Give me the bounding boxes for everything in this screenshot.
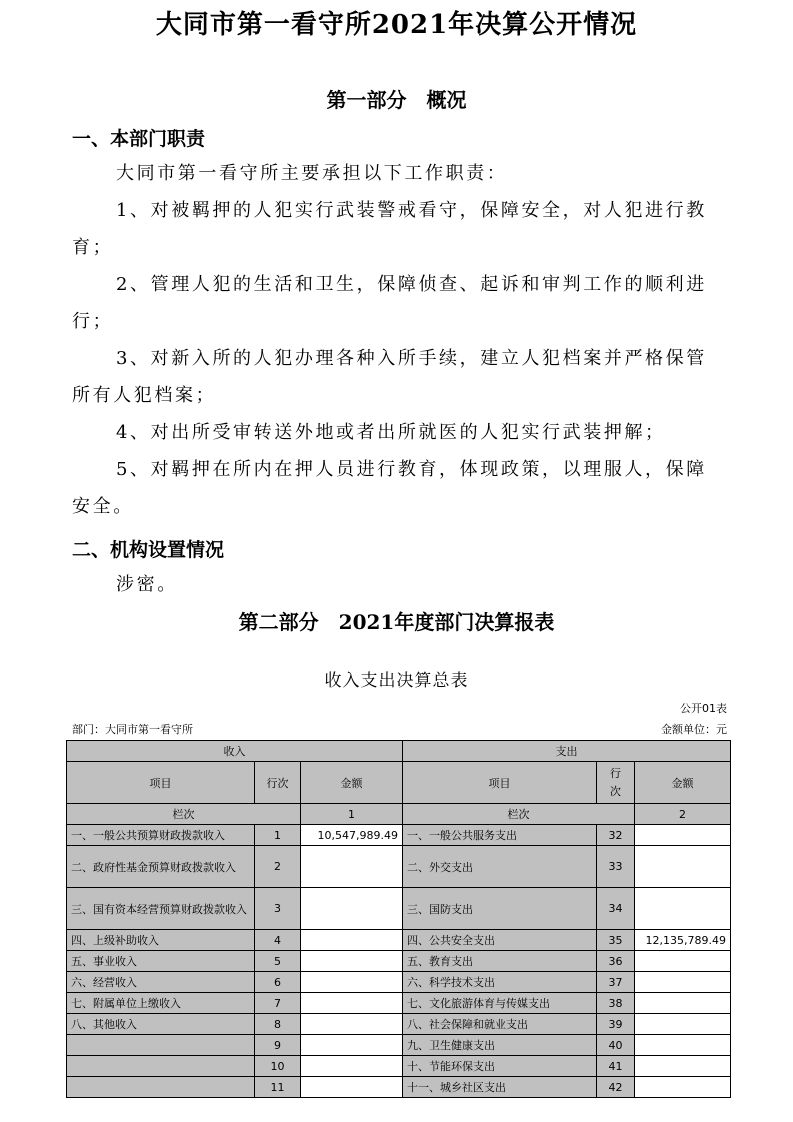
expense-line: 33 (597, 846, 635, 888)
income-amount (301, 846, 403, 888)
expense-amount (635, 993, 731, 1014)
expense-amount (635, 1035, 731, 1056)
table-code: 公开01表 (680, 702, 727, 715)
income-line: 5 (255, 951, 301, 972)
income-amount (301, 1014, 403, 1035)
income-line: 3 (255, 888, 301, 930)
section1-heading: 一、本部门职责 (72, 128, 206, 150)
income-line: 8 (255, 1014, 301, 1035)
income-line: 11 (255, 1077, 301, 1098)
table-row (67, 1014, 731, 1035)
income-amount: 10,547,989.49 (301, 825, 403, 846)
document-title: 大同市第一看守所2021年决算公开情况 (155, 10, 638, 40)
income-line: 4 (255, 930, 301, 951)
expense-line: 37 (597, 972, 635, 993)
income-amount (301, 972, 403, 993)
table-row (67, 1056, 731, 1077)
income-amount (301, 1056, 403, 1077)
income-amount (301, 1035, 403, 1056)
col-amount-expense: 金额 (635, 762, 731, 804)
duty-item-5: 5、对羁押在所内在押人员进行教育，体现政策，以理服人，保障安全。 (72, 459, 707, 517)
expense-line: 39 (597, 1014, 635, 1035)
duty-intro: 大同市第一看守所主要承担以下工作职责： (116, 163, 508, 184)
table-row (67, 993, 731, 1014)
income-group-header: 收入 (67, 741, 403, 762)
income-amount (301, 993, 403, 1014)
duty-item-1: 1、对被羁押的人犯实行武装警戒看守，保障安全，对人犯进行教育； (72, 200, 707, 258)
income-item: 三、国有资本经营预算财政拨款收入 (67, 888, 255, 930)
expense-line: 40 (597, 1035, 635, 1056)
expense-line: 38 (597, 993, 635, 1014)
income-item: 一、一般公共预算财政拨款收入 (67, 825, 255, 846)
expense-amount (635, 1056, 731, 1077)
income-item: 二、政府性基金预算财政拨款收入 (67, 846, 255, 888)
table-row (67, 888, 731, 930)
unit-label: 金额单位：元 (661, 723, 727, 736)
income-line: 9 (255, 1035, 301, 1056)
expense-item: 十、节能环保支出 (403, 1056, 597, 1077)
col-line: 行次 (255, 762, 301, 804)
lanci-left: 栏次 (67, 804, 301, 825)
expense-amount (635, 1077, 731, 1098)
income-line: 1 (255, 825, 301, 846)
income-item (67, 1056, 255, 1077)
department-label: 部门：大同市第一看守所 (72, 723, 193, 736)
income-item: 八、其他收入 (67, 1014, 255, 1035)
income-amount (301, 951, 403, 972)
income-amount (301, 888, 403, 930)
expense-line: 34 (597, 888, 635, 930)
income-line: 10 (255, 1056, 301, 1077)
expense-item: 六、科学技术支出 (403, 972, 597, 993)
expense-amount: 12,135,789.49 (635, 930, 731, 951)
part2-title: 第二部分 2021年度部门决算报表 (238, 610, 555, 634)
expense-line: 35 (597, 930, 635, 951)
expense-item: 二、外交支出 (403, 846, 597, 888)
lanci-num-1: 1 (301, 804, 403, 825)
expense-item: 十一、城乡社区支出 (403, 1077, 597, 1098)
expense-item: 九、卫生健康支出 (403, 1035, 597, 1056)
income-line: 2 (255, 846, 301, 888)
income-amount (301, 1077, 403, 1098)
expense-group-header: 支出 (403, 741, 731, 762)
section2-heading: 二、机构设置情况 (72, 539, 225, 561)
income-item (67, 1077, 255, 1098)
expense-item: 七、文化旅游体育与传媒支出 (403, 993, 597, 1014)
col-amount: 金额 (301, 762, 403, 804)
org-setup-text: 涉密。 (116, 574, 178, 595)
duty-item-2: 2、管理人犯的生活和卫生，保障侦查、起诉和审判工作的顺利进行； (72, 274, 707, 332)
income-amount (301, 930, 403, 951)
expense-item: 一、一般公共服务支出 (403, 825, 597, 846)
expense-item: 四、公共安全支出 (403, 930, 597, 951)
income-item: 四、上级补助收入 (67, 930, 255, 951)
expense-line: 32 (597, 825, 635, 846)
income-line: 6 (255, 972, 301, 993)
expense-line: 42 (597, 1077, 635, 1098)
col-item: 项目 (67, 762, 255, 804)
part1-title: 第一部分 概况 (326, 88, 467, 112)
table-row (67, 825, 731, 846)
income-item: 五、事业收入 (67, 951, 255, 972)
table-row (67, 972, 731, 993)
table-row (67, 846, 731, 888)
income-expense-table (66, 740, 731, 1098)
expense-line: 41 (597, 1056, 635, 1077)
lanci-right: 栏次 (403, 804, 635, 825)
expense-line: 36 (597, 951, 635, 972)
expense-amount (635, 972, 731, 993)
table-row (67, 951, 731, 972)
col-item-expense: 项目 (403, 762, 597, 804)
expense-amount (635, 846, 731, 888)
expense-item: 五、教育支出 (403, 951, 597, 972)
table-row (67, 1077, 731, 1098)
duty-item-4: 4、对出所受审转送外地或者出所就医的人犯实行武装押解； (116, 422, 666, 443)
expense-amount (635, 1014, 731, 1035)
table-row (67, 930, 731, 951)
expense-amount (635, 825, 731, 846)
col-line-expense: 行 次 (597, 762, 635, 804)
income-item: 七、附属单位上缴收入 (67, 993, 255, 1014)
expense-amount (635, 951, 731, 972)
income-line: 7 (255, 993, 301, 1014)
expense-item: 八、社会保障和就业支出 (403, 1014, 597, 1035)
expense-item: 三、国防支出 (403, 888, 597, 930)
income-item (67, 1035, 255, 1056)
duty-item-3: 3、对新入所的人犯办理各种入所手续，建立人犯档案并严格保管所有人犯档案； (72, 348, 707, 406)
table-row (67, 1035, 731, 1056)
expense-amount (635, 888, 731, 930)
lanci-num-2: 2 (635, 804, 731, 825)
income-item: 六、经营收入 (67, 972, 255, 993)
table-title: 收入支出决算总表 (324, 671, 469, 691)
